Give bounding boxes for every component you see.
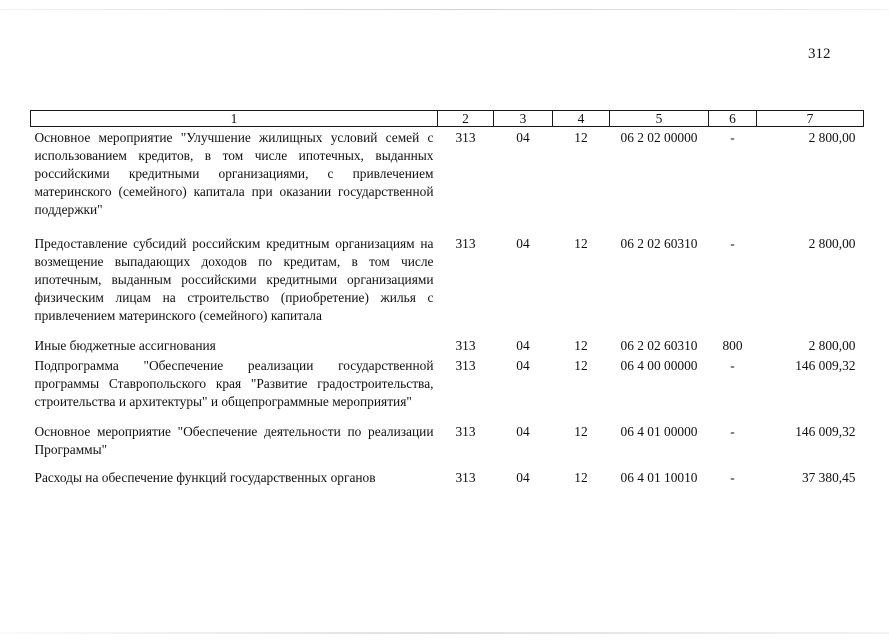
table-row xyxy=(31,421,864,467)
row-subsection: 12 xyxy=(574,358,588,373)
row-name: Иные бюджетные ассигнования xyxy=(34,338,216,353)
row-section: 04 xyxy=(516,470,530,485)
column-header: 6 xyxy=(709,111,757,127)
row-expense-type: - xyxy=(730,424,735,439)
scan-edge-top xyxy=(0,9,889,10)
row-amount: 37 380,45 xyxy=(801,470,856,485)
row-amount: 146 009,32 xyxy=(795,358,856,373)
row-expense-type: - xyxy=(730,130,735,145)
table-row xyxy=(31,355,864,421)
column-header: 1 xyxy=(31,111,438,127)
column-header: 7 xyxy=(757,111,864,127)
row-subsection: 12 xyxy=(574,424,588,439)
table-header-row xyxy=(31,111,864,127)
row-section: 04 xyxy=(516,424,530,439)
row-amount: 2 800,00 xyxy=(808,236,856,251)
row-expense-type: - xyxy=(730,358,735,373)
table-row xyxy=(31,233,864,335)
row-target-item: 06 2 02 60310 xyxy=(620,338,698,353)
row-name: Подпрограмма "Обеспечение реализации государственной программы Ставропольского края "Развитие градостроительства, строительства и архитектуры" и общепрограммные мероприятия" xyxy=(34,358,434,409)
budget-table xyxy=(30,110,864,487)
row-section: 04 xyxy=(516,130,530,145)
table-row xyxy=(31,335,864,355)
row-target-item: 06 4 01 10010 xyxy=(620,470,698,485)
row-target-item: 06 2 02 00000 xyxy=(620,130,698,145)
row-expense-type: - xyxy=(730,236,735,251)
row-section: 04 xyxy=(516,236,530,251)
row-subsection: 12 xyxy=(574,236,588,251)
row-name: Основное мероприятие "Улучшение жилищных условий семей с использованием кредитов, в том числе ипотечных, выданных российскими кредитными организациями, с привлечением материнского (семейного) капитала при оказании государственной поддержки" xyxy=(34,130,434,217)
row-amount: 146 009,32 xyxy=(795,424,856,439)
row-target-item: 06 4 00 00000 xyxy=(620,358,698,373)
row-ministry-code: 313 xyxy=(455,338,476,353)
row-amount: 2 800,00 xyxy=(808,130,856,145)
table-row xyxy=(31,467,864,487)
row-ministry-code: 313 xyxy=(455,130,476,145)
column-header: 2 xyxy=(438,111,494,127)
column-header: 3 xyxy=(494,111,553,127)
column-header: 5 xyxy=(610,111,709,127)
row-name: Основное мероприятие "Обеспечение деятельности по реализации Программы" xyxy=(34,424,434,457)
row-name: Предоставление субсидий российским кредитным организациям на возмещение выпадающих доходов по кредитам, в том числе ипотечным, выданным российскими кредитными организациями физическим лицам на строительство (приобретение) жилья с привлечением материнского (семейного) капитала xyxy=(34,236,434,323)
row-amount: 2 800,00 xyxy=(808,338,856,353)
row-target-item: 06 2 02 60310 xyxy=(620,236,698,251)
row-expense-type: 800 xyxy=(722,338,743,353)
row-ministry-code: 313 xyxy=(455,470,476,485)
row-ministry-code: 313 xyxy=(455,236,476,251)
row-target-item: 06 4 01 00000 xyxy=(620,424,698,439)
row-subsection: 12 xyxy=(574,470,588,485)
row-subsection: 12 xyxy=(574,338,588,353)
page-number: 312 xyxy=(808,46,831,62)
row-subsection: 12 xyxy=(574,130,588,145)
row-ministry-code: 313 xyxy=(455,424,476,439)
row-ministry-code: 313 xyxy=(455,358,476,373)
row-name: Расходы на обеспечение функций государственных органов xyxy=(34,470,376,485)
table-row xyxy=(31,127,864,234)
scan-edge-bottom xyxy=(0,632,889,634)
row-section: 04 xyxy=(516,338,530,353)
row-expense-type: - xyxy=(730,470,735,485)
column-header: 4 xyxy=(553,111,610,127)
row-section: 04 xyxy=(516,358,530,373)
